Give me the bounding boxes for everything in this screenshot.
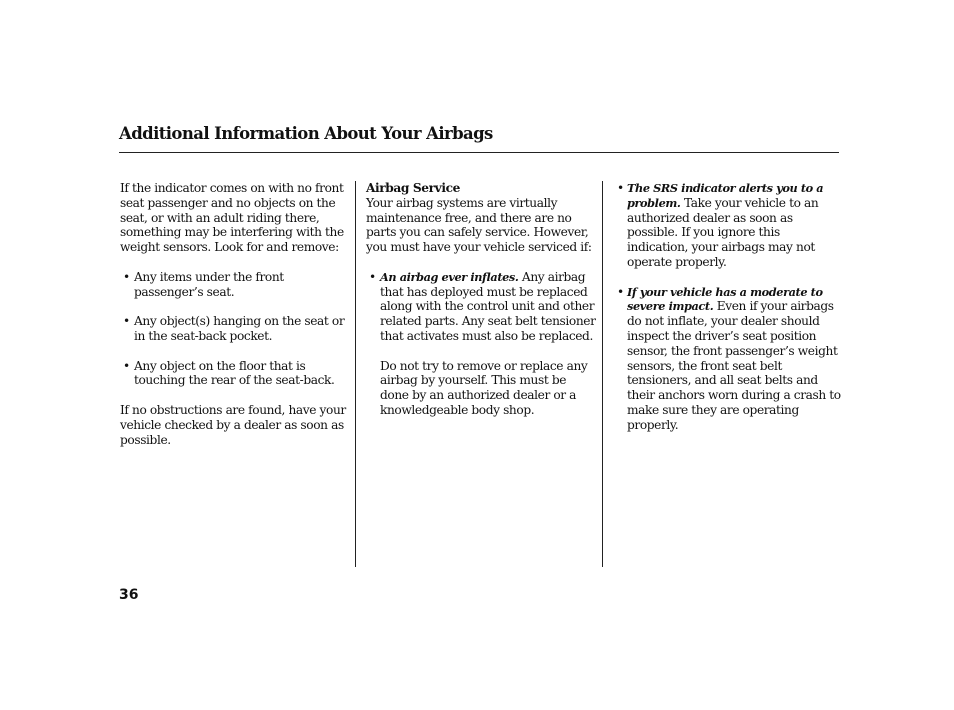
col1-bullet-item [120, 314, 350, 344]
page-number: 36 [119, 587, 139, 603]
col1-bullet-text: Any items under the front passenger’s seat. [134, 269, 284, 299]
title-divider [119, 152, 839, 153]
col3-bullet-item [614, 285, 844, 433]
col1-outro-paragraph: If no obstructions are found, have your vehicle checked by a dealer as soon as possible. [120, 402, 346, 447]
page-title: Additional Information About Your Airbags [119, 124, 493, 143]
column-1 [120, 181, 350, 447]
bullet-icon: • [123, 314, 130, 329]
bullet-icon: • [617, 181, 624, 195]
column-divider-2 [602, 181, 603, 567]
col2-note-paragraph: Do not try to remove or replace any airbag by yourself. This must be done by an authorized dealer or a knowledgeable body shop. [380, 358, 588, 417]
col2-bullet-text: Any airbag that has deployed must be replaced along with the control unit and other related parts. Any seat belt tensioner that activates must also be replaced. [380, 269, 596, 343]
col2-bullet-lead: An airbag ever inflates. [380, 269, 519, 284]
col1-intro-paragraph: If the indicator comes on with no front seat passenger and no objects on the seat, or with an adult riding there, something may be interfering with the weight sensors. Look for and remove: [120, 181, 344, 255]
col3-bullet-text: Take your vehicle to an authorized dealer as soon as possible. If you ignore this indication, your airbags may not operate properly. [627, 195, 819, 269]
col3-bullet-text: Even if your airbags do not inflate, your dealer should inspect the driver’s seat position sensor, the front passenger’s weight sensors, the front seat belt tensioners, and all seat belts and their anchors worn during a crash to make sure they are operating properly. [627, 299, 841, 432]
bullet-icon: • [123, 269, 130, 284]
col2-bullet-item [366, 270, 596, 344]
column-3 [614, 181, 844, 433]
column-divider-1 [355, 181, 356, 567]
col3-bullet-item [614, 181, 844, 270]
col3-bullet-lead: If your vehicle has a moderate to severe impact. [627, 284, 823, 314]
airbag-service-heading: Airbag Service [366, 181, 460, 195]
col3-bullet-lead: The SRS indicator alerts you to a problem. [627, 181, 824, 210]
bullet-icon: • [617, 284, 624, 299]
col1-bullet-text: Any object(s) hanging on the seat or in the seat-back pocket. [134, 314, 345, 343]
bullet-icon: • [369, 269, 376, 284]
col1-bullet-item [120, 270, 350, 300]
col2-intro-paragraph: Your airbag systems are virtually maintenance free, and there are no parts you can safely service. However, you must have your vehicle serviced if: [366, 195, 592, 255]
bullet-icon: • [123, 358, 130, 373]
col1-bullet-text: Any object on the floor that is touching the rear of the seat-back. [134, 358, 335, 388]
col1-bullet-item [120, 359, 350, 389]
column-2 [366, 181, 596, 418]
